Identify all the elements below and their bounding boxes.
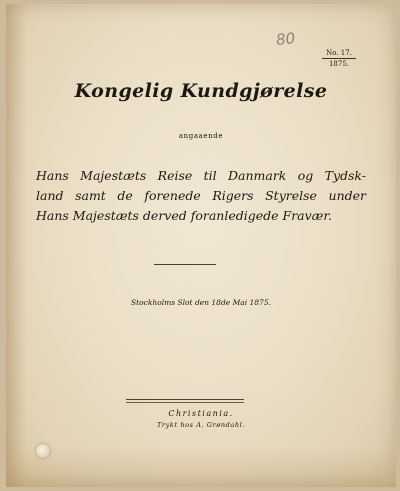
document-year: 1875. <box>328 60 350 68</box>
paper-stain-bottom <box>6 447 396 487</box>
imprint-divider-thin <box>126 402 244 403</box>
document-title: Kongelig Kundgjørelse <box>74 80 328 102</box>
section-divider <box>154 264 216 265</box>
body-line-3: Hans Majestæts derved foranledigede Fravær. <box>36 208 333 223</box>
imprint-divider <box>126 399 244 400</box>
document-number-block <box>318 48 360 69</box>
imprint-city: Christiania. <box>168 409 234 418</box>
document-number: No. 17. <box>326 49 352 57</box>
pencil-annotation: 80 <box>275 29 296 49</box>
body-line-1: Hans Majestæts Reise til Danmark og Tydsk- <box>36 168 366 183</box>
binding-hole <box>36 444 50 458</box>
body-line-2: land samt de forenede Rigers Styrelse under <box>36 188 366 203</box>
document-dateline: Stockholms Slot den 18de Mai 1875. <box>131 298 271 307</box>
paper-stain-left <box>6 4 28 487</box>
document-body <box>36 166 366 226</box>
document-subtitle: angaaende <box>178 132 224 140</box>
imprint-printer: Trykt hos A. Grøndahl. <box>156 421 246 429</box>
document-page <box>6 4 396 487</box>
